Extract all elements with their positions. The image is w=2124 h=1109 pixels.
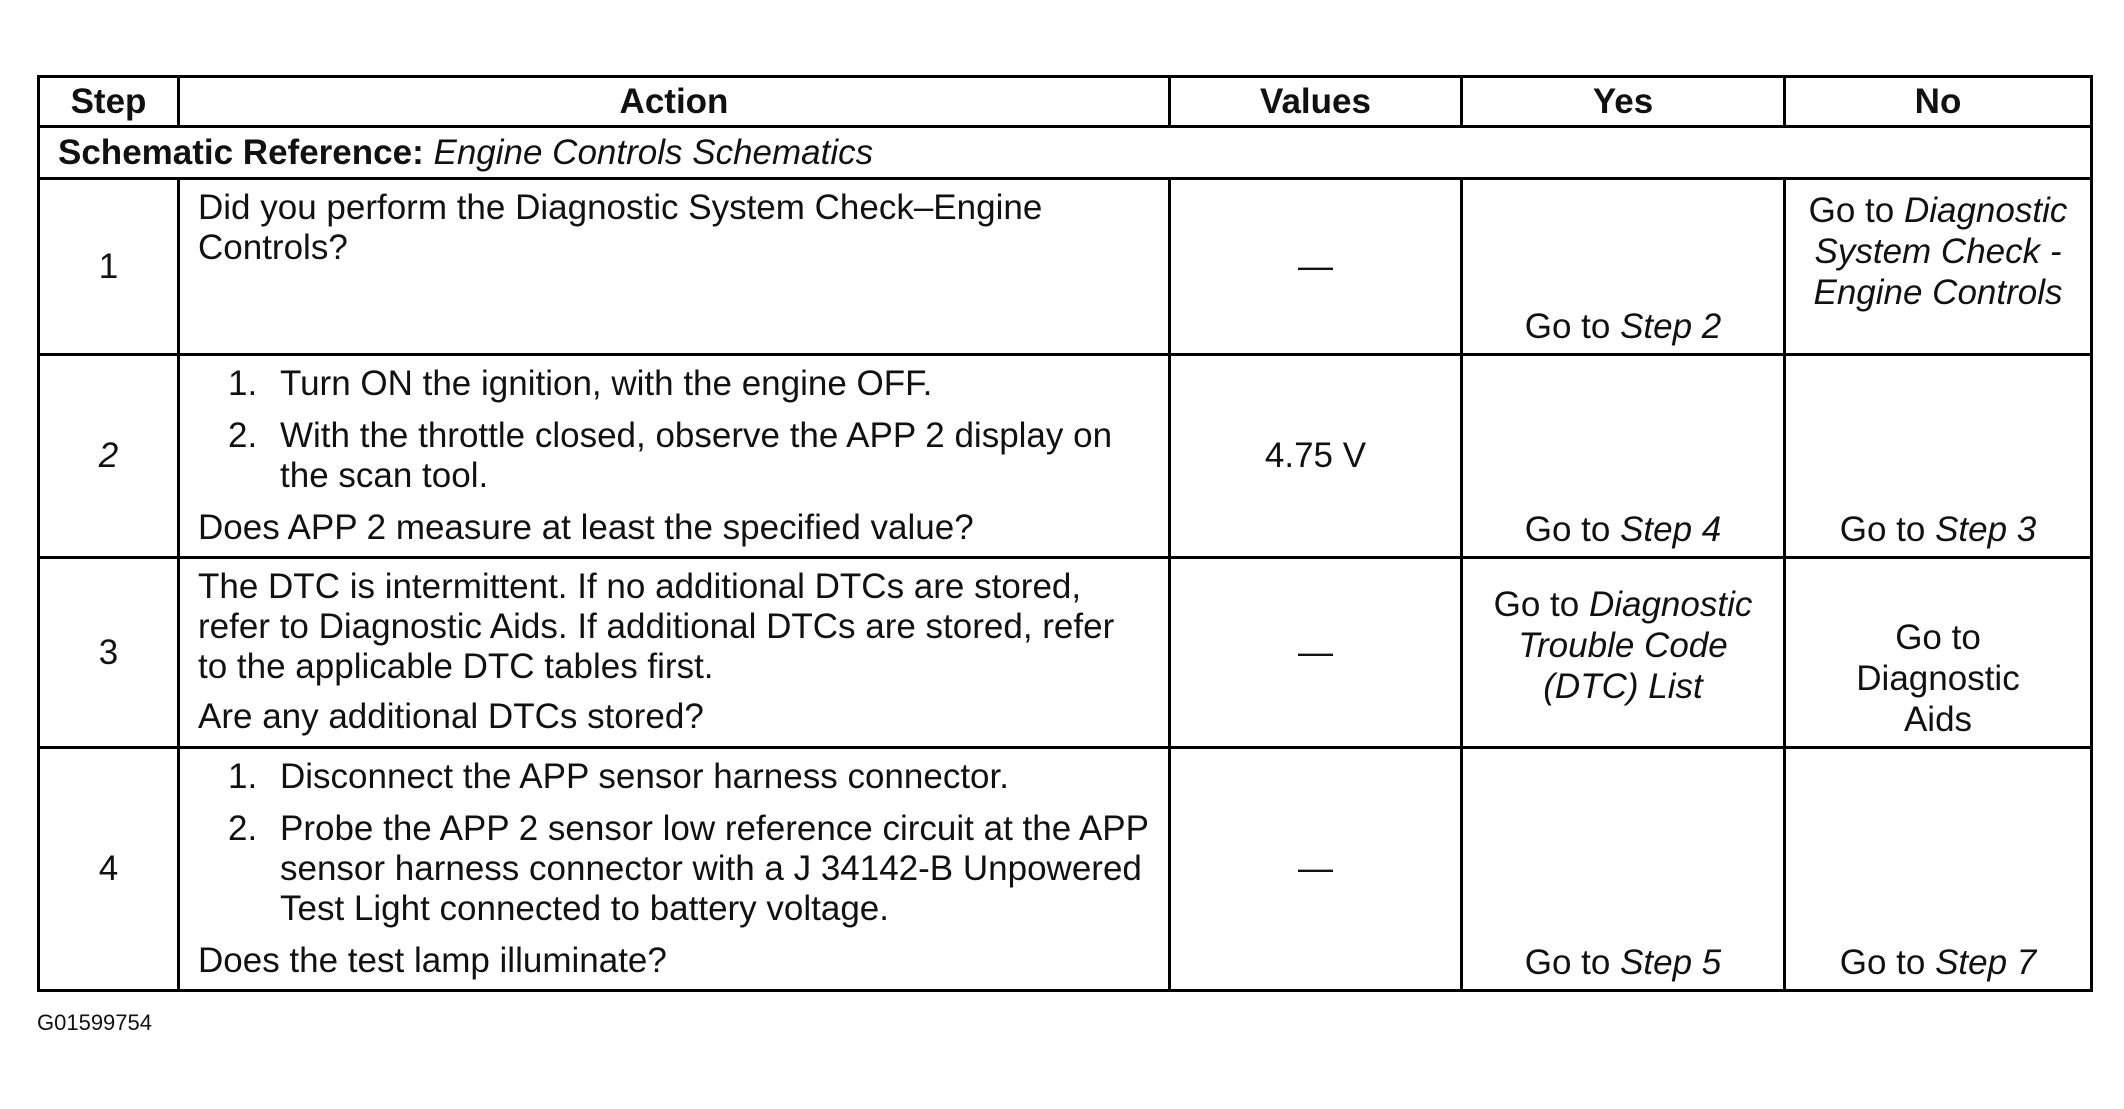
action-cell <box>179 355 1170 558</box>
yes-link[interactable]: Step 5 <box>1620 943 1722 982</box>
action-step: 1. Disconnect the APP sensor harness connector. <box>228 757 1009 796</box>
no-cell <box>1785 748 2092 991</box>
no-prefix: Go to <box>1808 191 1895 230</box>
yes-prefix: Go to <box>1493 585 1580 624</box>
no-cell <box>1785 355 2092 558</box>
action-cell <box>179 558 1170 748</box>
no-prefix: Go to <box>1839 510 1926 549</box>
yes-cell <box>1462 748 1785 991</box>
yes-cell <box>1462 355 1785 558</box>
value-cell: 4.75 V <box>1170 355 1462 558</box>
schematic-row <box>39 127 2092 179</box>
no-cell <box>1785 558 2092 748</box>
header-step: Step <box>39 77 179 127</box>
header-values: Values <box>1170 77 1462 127</box>
yes-prefix: Go to <box>1524 943 1611 982</box>
action-cell <box>179 748 1170 991</box>
yes-link[interactable]: Step 4 <box>1620 510 1722 549</box>
action-step: 1. Turn ON the ignition, with the engine OFF. <box>228 364 933 403</box>
schematic-link[interactable]: Engine Controls Schematics <box>433 132 874 172</box>
table-row <box>39 355 2092 558</box>
action-question: Does APP 2 measure at least the specified value? <box>198 508 974 547</box>
step-number: 3 <box>39 558 179 748</box>
yes-prefix: Go to <box>1524 307 1611 346</box>
table-row <box>39 558 2092 748</box>
yes-cell <box>1462 179 1785 355</box>
action-question: Does the test lamp illuminate? <box>198 941 667 980</box>
no-link[interactable]: Step 7 <box>1935 943 2037 982</box>
action-step: 2. With the throttle closed, observe the APP 2 display on the scan tool. <box>228 416 1113 495</box>
no-text[interactable]: Go to Diagnostic Aids <box>1856 618 2020 739</box>
action-cell <box>179 179 1170 355</box>
yes-cell <box>1462 558 1785 748</box>
step-number: 4 <box>39 748 179 991</box>
action-question: Are any additional DTCs stored? <box>198 697 704 736</box>
action-text: The DTC is intermittent. If no additional DTCs are stored, refer to Diagnostic Aids. If additional DTCs are stored, refer to the applicable DTC tables first. <box>198 567 1115 686</box>
no-link[interactable]: Step 3 <box>1935 510 2037 549</box>
value-dash: — <box>1298 246 1333 286</box>
step-number: 1 <box>39 179 179 355</box>
yes-link[interactable]: Step 2 <box>1620 307 1722 346</box>
no-link[interactable]: Diagnostic System Check - Engine Controls <box>1813 191 2068 312</box>
header-row <box>39 77 2092 127</box>
figure-id: G01599754 <box>37 1010 152 1035</box>
table-row <box>39 748 2092 991</box>
header-yes: Yes <box>1462 77 1785 127</box>
action-step: 2. Probe the APP 2 sensor low reference circuit at the APP sensor harness connector with a J 34142-B Unpowered Test Light connected to battery voltage. <box>228 809 1149 928</box>
yes-prefix: Go to <box>1524 510 1611 549</box>
no-cell <box>1785 179 2092 355</box>
header-no: No <box>1785 77 2092 127</box>
value-cell: — <box>1170 748 1462 991</box>
yes-link[interactable]: Diagnostic Trouble Code (DTC) List <box>1518 585 1753 706</box>
header-action: Action <box>179 77 1170 127</box>
schematic-label: Schematic Reference: <box>58 132 424 172</box>
diagnostic-table <box>37 75 2093 992</box>
action-steps <box>198 757 1152 929</box>
action-text: Did you perform the Diagnostic System Check–Engine Controls? <box>198 188 1043 267</box>
value-cell <box>1170 179 1462 355</box>
step-number: 2 <box>39 355 179 558</box>
value-cell: — <box>1170 558 1462 748</box>
schematic-reference <box>39 127 2092 179</box>
table-row <box>39 179 2092 355</box>
action-steps <box>198 364 1152 496</box>
no-prefix: Go to <box>1839 943 1926 982</box>
